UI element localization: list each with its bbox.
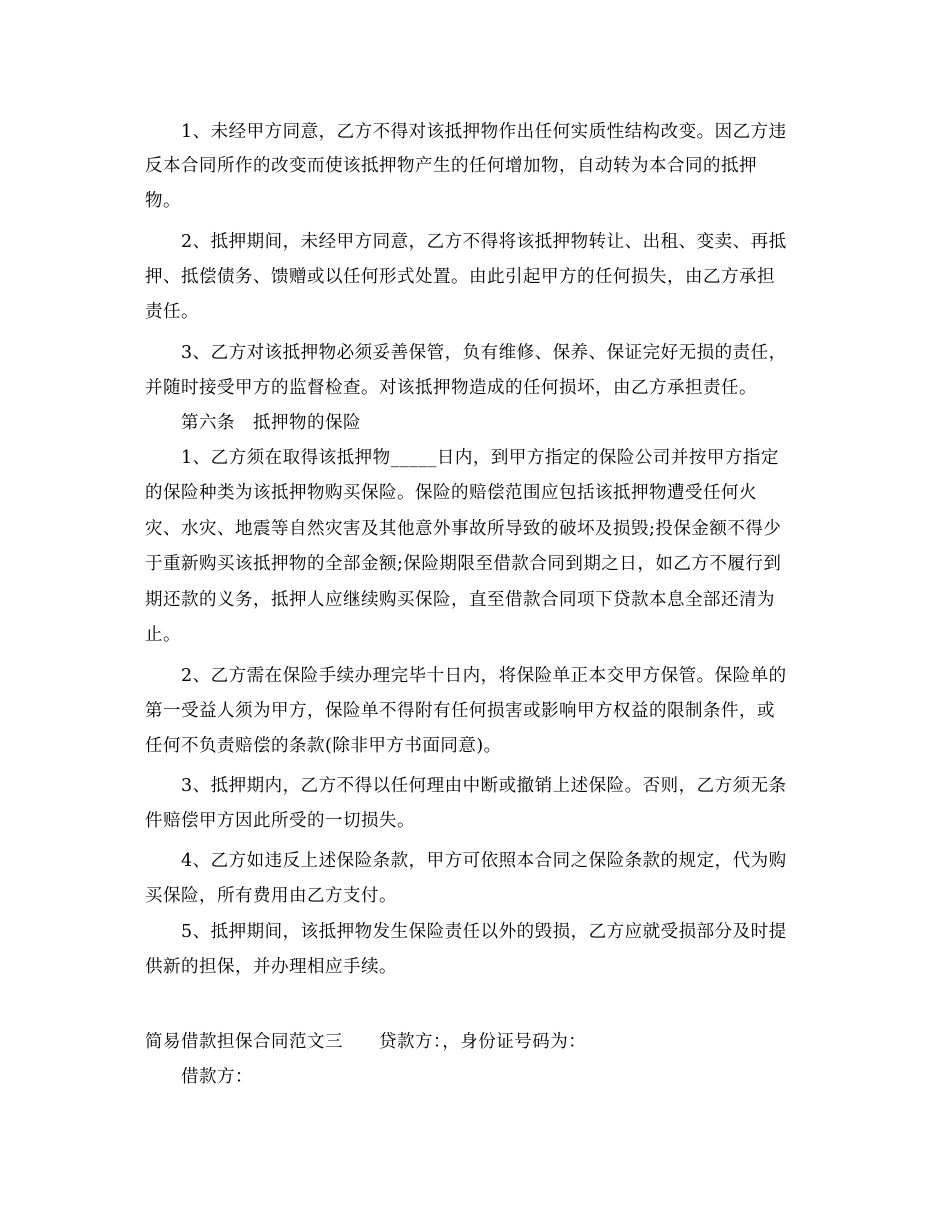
clause-6-3-line-2: 件赔偿甲方因此所受的一切损失。	[145, 811, 415, 831]
clause-5-3-line-2: 并随时接受甲方的监督检查。对该抵押物造成的任何损坏，由乙方承担责任。	[145, 378, 757, 398]
borrower-label: 借款方：	[181, 1067, 253, 1087]
clause-6-4-line-1: 4、乙方如违反上述保险条款，甲方可依照本合同之保险条款的规定，代为购	[181, 851, 787, 871]
article-6-heading: 第六条 抵押物的保险	[181, 413, 361, 433]
clause-5-2-line-2: 押、抵偿债务、馈赠或以任何形式处置。由此引起甲方的任何损失，由乙方承担	[145, 267, 775, 287]
clause-5-3-line-1: 3、乙方对该抵押物必须妥善保管，负有维修、保养、保证完好无损的责任，	[181, 343, 787, 363]
clause-5-1-line-1: 1、未经甲方同意，乙方不得对该抵押物作出任何实质性结构改变。因乙方违	[181, 122, 787, 142]
clause-6-2-line-3: 任何不负责赔偿的条款(除非甲方书面同意)。	[145, 736, 502, 756]
clause-6-5-line-1: 5、抵押期间，该抵押物发生保险责任以外的毁损，乙方应就受损部分及时提	[181, 922, 787, 942]
clause-5-1-line-2: 反本合同所作的改变而使该抵押物产生的任何增加物，自动转为本合同的抵押	[145, 156, 757, 176]
clause-6-1-line-1: 1、乙方须在取得该抵押物_____日内，到甲方指定的保险公司并按甲方指定	[181, 448, 779, 468]
clause-6-1-line-3: 灾、水灾、地震等自然灾害及其他意外事故所导致的破坏及损毁;投保金额不得少	[145, 519, 782, 539]
clause-6-1-line-5: 期还款的义务，抵押人应继续购买保险，直至借款合同项下贷款本息全部还清为	[145, 590, 775, 610]
clause-6-1-line-4: 于重新购买该抵押物的全部金额;保险期限至借款合同到期之日，如乙方不履行到	[145, 554, 782, 574]
clause-6-1-line-6: 止。	[145, 625, 181, 645]
clause-6-4-line-2: 买保险，所有费用由乙方支付。	[145, 886, 397, 906]
clause-6-2-line-2: 第一受益人须为甲方，保险单不得附有任何损害或影响甲方权益的限制条件，或	[145, 701, 775, 721]
clause-6-3-line-1: 3、抵押期内，乙方不得以任何理由中断或撤销上述保险。否则，乙方须无条	[181, 776, 787, 796]
clause-5-2-line-3: 责任。	[145, 302, 199, 322]
clause-5-2-line-1: 2、抵押期间，未经甲方同意，乙方不得将该抵押物转让、出租、变卖、再抵	[181, 232, 787, 252]
clause-6-5-line-2: 供新的担保，并办理相应手续。	[145, 957, 397, 977]
clause-5-1-line-3: 物。	[145, 191, 181, 211]
template-3-heading: 简易借款担保合同范文三 贷款方：，身份证号码为：	[145, 1032, 587, 1052]
clause-6-1-line-2: 的保险种类为该抵押物购买保险。保险的赔偿范围应包括该抵押物遭受任何火	[145, 483, 757, 503]
clause-6-2-line-1: 2、乙方需在保险手续办理完毕十日内，将保险单正本交甲方保管。保险单的	[181, 666, 787, 686]
